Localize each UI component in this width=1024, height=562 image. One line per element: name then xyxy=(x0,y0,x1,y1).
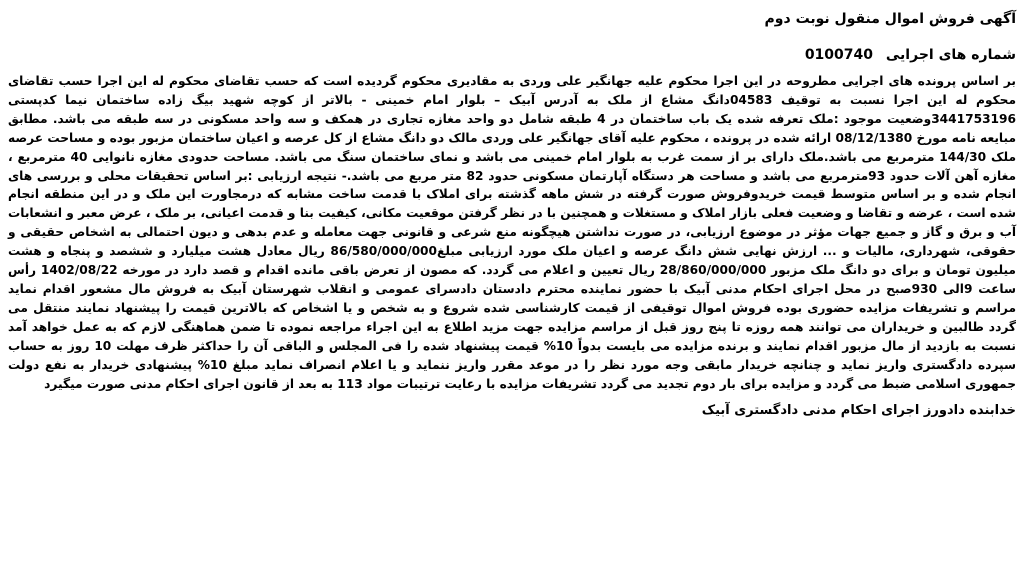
notice-body: بر اساس پرونده های اجرایی مطروحه در این اجرا محکوم علیه جهانگیر علی وردی به مقادیری محکوم گردیده است که حسب تقاضای محکوم له این اجرا حسب تقاضای محکوم له این اجرا نسبت به توقیف 04583دانگ مشاع از ملک به آدرس آبیک – بلوار امام خمینی - بالاتر از کوچه شهید بیگ زاده ساختمان نیما کدپستی 3441753196وضعیت موجود :ملک تعرفه شده یک باب ساختمان در 4 طبقه شامل دو واحد مغازه تجاری در همکف و سه واحد مسکونی در سه طبقه می باشد. مطابق مبایعه نامه مورخ 08/12/1380 ارائه شده در پرونده ، محکوم علیه آقای جهانگیر علی وردی مالک دو دانگ مشاع از کل عرصه و اعیان ساختمان مزبور بوده و مساحت عرصه ملک 144/30 مترمربع می باشد.ملک دارای بر از سمت غرب به بلوار امام خمینی می باشد و نمای ساختمان سنگ می باشد. مساحت حدودی مغازه نانوایی 40 مترمربع ، مغازه آهن آلات حدود 93مترمربع می باشد و مساحت هر دستگاه آپارتمان مسکونی حدود 82 متر مربع می باشد.- نتیجه ارزیابی :بر اساس تحقیقات محلی و بررسی های انجام شده و بر اساس متوسط قیمت خریدوفروش صورت گرفته در شش ماهه گذشته برای املاک با قدمت ساخت مشابه که درمجاورت این ملک و در این منطقه انجام شده است ، عرضه و تقاضا و وضعیت فعلی بازار املاک و مستغلات و همچنین با در نظر گرفتن موقعیت مکانی، کیفیت بنا و قدمت اعیانی، بر ملک ، عرض معبر و انشعابات آب و برق و گاز و جمیع جهات مؤثر در موضوع ارزیابی، در صورت نداشتن هیچگونه منع شرعی و قانونی جهت معامله و عدم بدهی و دیون احتمالی به اشخاص حقیقی و حقوقی، شهرداری، مالیات و ... ارزش نهایی شش دانگ عرصه و اعیان ملک مورد ارزیابی مبلغ86/580/000/000 ریال معادل هشت میلیارد و ششصد و پنجاه و هشت میلیون تومان و برای دو دانگ ملک مزبور 28/860/000/000 ریال تعیین و اعلام می گردد. که مصون از تعرض باقی مانده اقدام و قصد دارد در مورخه 1402/08/22 رأس ساعت 9الی 930صبح در محل اجرای احکام مدنی آبیک با حضور نماینده محترم دادستان دادسرای عمومی و انقلاب شهرستان آبیک به فروش مال مشعور اقدام نماید مراسم و تشریفات مزایده حضوری بوده فروش اموال توقیفی از قیمت کارشناسی شده شروع و به شخص و یا اشخاص که بالاترین قیمت را پیشنهاد نمایند منتقل می گردد طالبین و خریداران می توانند همه روزه تا پنج روز قبل از مراسم مزایده جهت مزید اطلاع به این اجراء مراجعه نموده تا ضمن هماهنگی لازم که به عمل خواهد آمد نسبت به بازدید از مال مزبور اقدام نمایند و برنده مزایده می بایست بدواً 10% قیمت پیشنهاد شده را فی المجلس و الباقی آن را حداکثر ظرف مهلت 10 روز به حساب سپرده دادگستری واریز نماید و چنانچه خریدار مابقی وجه مورد نظر را در موعد مقرر واریز ننماید و یا اعلام انصراف نماید مبلغ 10% پیشنهادی خریدار به نفع دولت جمهوری اسلامی ضبط می گردد و مزایده برای بار دوم تجدید می گردد تشریفات مزایده با رعایت ترتیبات مواد 113 به بعد از قانون اجرای احکام مدنی صورت میگیرد xyxy=(8,74,1017,391)
reference-label: شماره های اجرایی xyxy=(885,47,1016,63)
notice-title: آگهی فروش اموال منقول نوبت دوم xyxy=(764,11,1016,27)
reference-number: 0100740 xyxy=(804,47,874,63)
reference-line xyxy=(8,44,1016,66)
notice-signature: خدابنده دادورز اجرای احکام مدنی دادگستری آبیک xyxy=(701,403,1016,419)
